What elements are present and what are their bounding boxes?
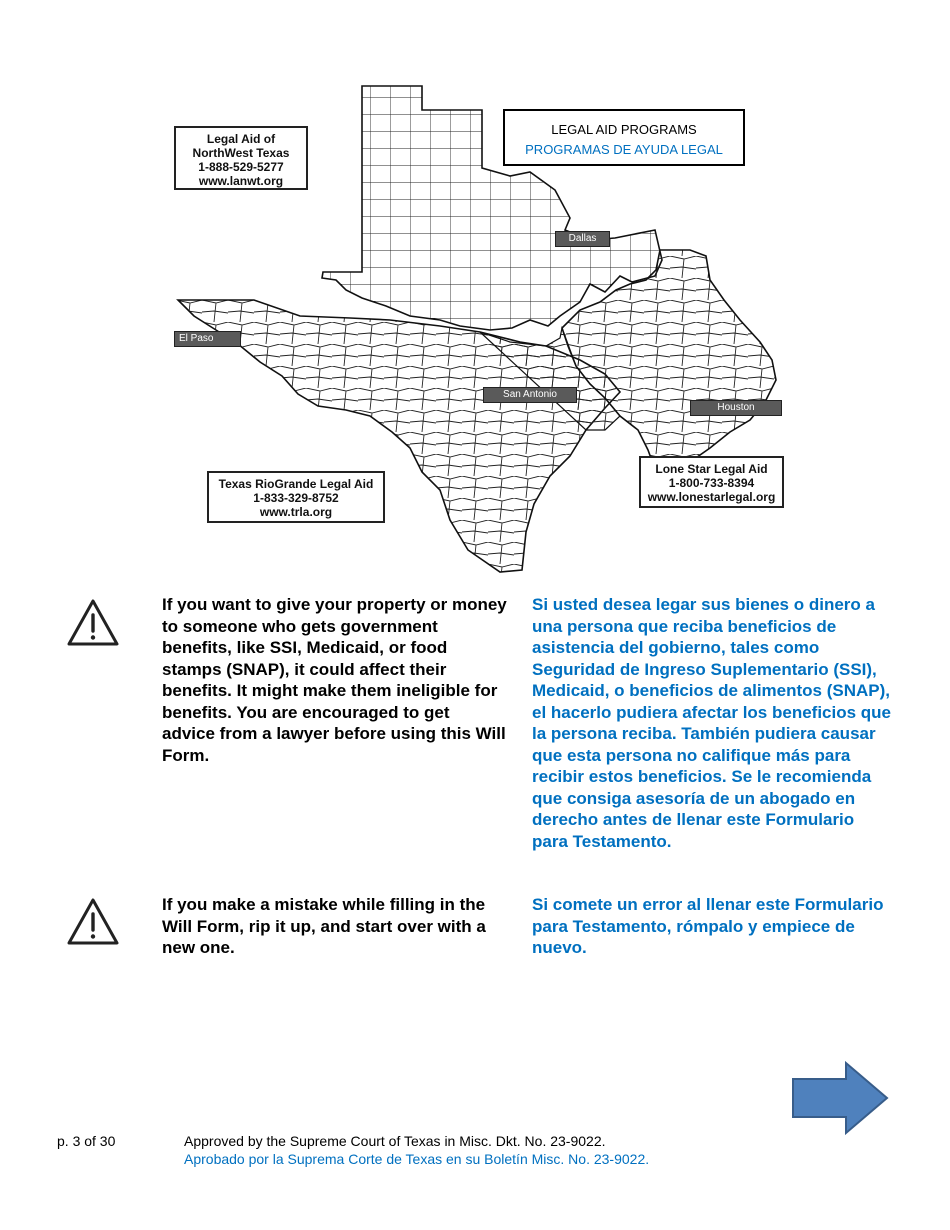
warning-icon (66, 897, 120, 947)
map-legend (503, 109, 745, 166)
approval-note-en: Approved by the Supreme Court of Texas in Misc. Dkt. No. 23-9022. (184, 1133, 606, 1149)
program-phone: 1-800-733-8394 (668, 476, 755, 490)
program-website: www.lanwt.org (198, 174, 284, 188)
legend-title-es: PROGRAMAS DE AYUDA LEGAL (525, 142, 723, 157)
program-box-riogrande (207, 471, 385, 523)
program-name: Legal Aid of (206, 132, 276, 146)
city-label-san-antonio: San Antonio (483, 387, 577, 403)
program-phone: 1-888-529-5277 (198, 160, 284, 174)
program-website: www.trla.org (259, 505, 333, 519)
legend-title-en: LEGAL AID PROGRAMS (551, 122, 697, 137)
legal-aid-map (150, 80, 800, 580)
city-label-houston: Houston (690, 400, 782, 416)
warning-icon (66, 598, 120, 648)
approval-note-es: Aprobado por la Suprema Corte de Texas en su Boletín Misc. No. 23-9022. (184, 1151, 650, 1167)
program-name: Lone Star Legal Aid (655, 462, 768, 476)
program-box-northwest (174, 126, 308, 190)
program-box-lonestar (639, 456, 784, 508)
page-number: p. 3 of 30 (57, 1133, 116, 1149)
right-arrow-icon[interactable] (790, 1060, 890, 1136)
notice-text-en: If you make a mistake while filling in the Will Form, rip it up, and start over with a new one. (162, 895, 486, 957)
notice-text-es: Si usted desea legar sus bienes o dinero a una persona que reciba beneficios de asistencia del gobierno, tales como Seguridad de Ingreso Suplementario (SSI), Medicaid, o beneficios de alimentos (SNAP), el hacerlo pudiera afectar los beneficios que la persona reciba. También pudiera causar que esta persona no califique más para recibir estos beneficios. Se le recomienda que consiga asesoría de un abogado en derecho antes de llenar este Formulario para Testamento. (532, 595, 892, 851)
notice-text-en: If you want to give your property or money to someone who gets government benefits, like SSI, Medicaid, or food stamps (SNAP), it could affect their benefits. It might make them ineligible for benefits. You are encouraged to get advice from a lawyer before using this Will Form. (162, 595, 507, 765)
program-name-cont: NorthWest Texas (192, 146, 290, 160)
city-label-el-paso: El Paso (174, 331, 241, 347)
program-phone: 1-833-329-8752 (253, 491, 339, 505)
program-website: www.lonestarlegal.org (647, 490, 776, 504)
program-name: Texas RioGrande Legal Aid (218, 477, 374, 491)
riogrande-region (178, 300, 620, 572)
city-label-dallas: Dallas (555, 231, 610, 247)
notice-text-es: Si comete un error al llenar este Formulario para Testamento, rómpalo y empiece de nuevo. (532, 895, 884, 957)
